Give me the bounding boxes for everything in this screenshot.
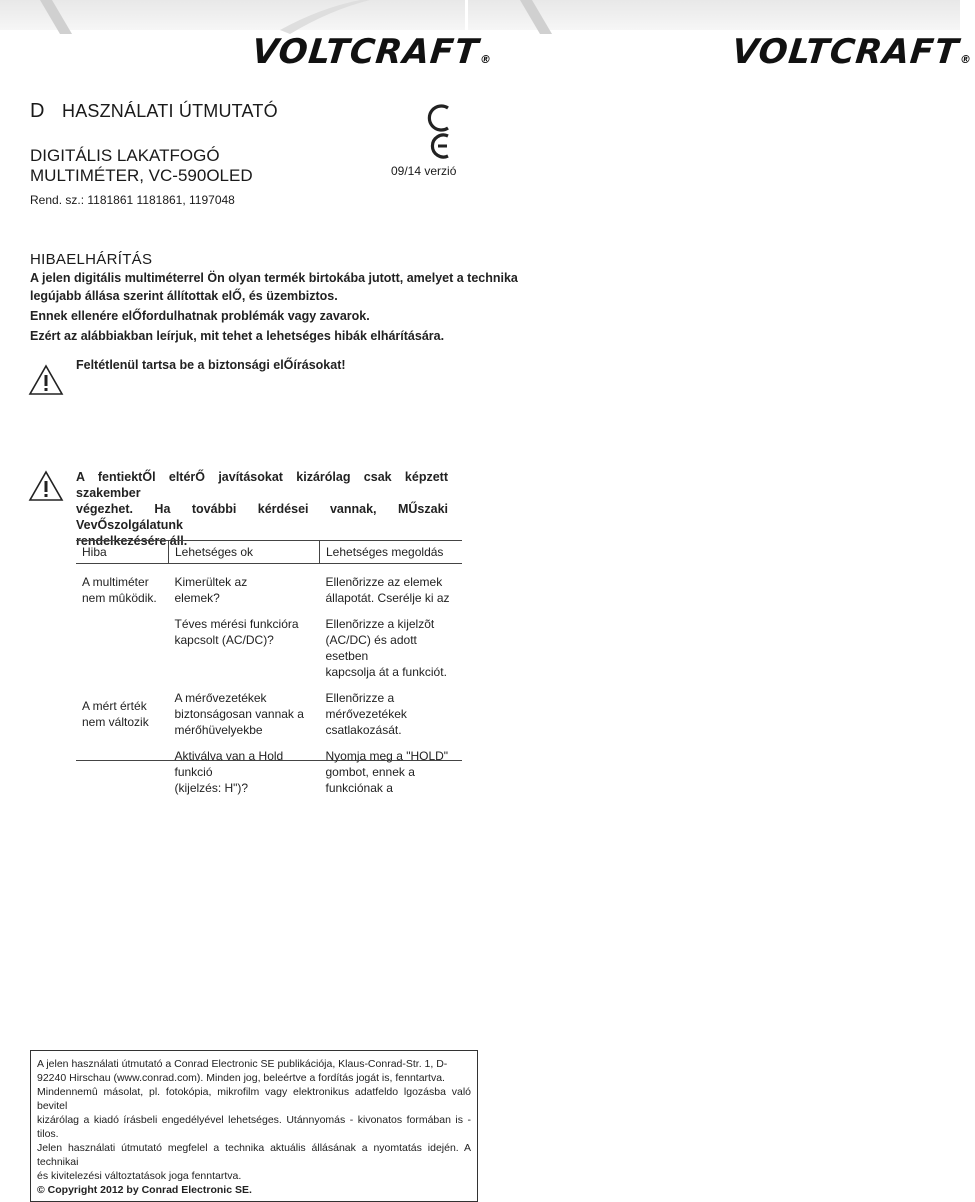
warning-triangle-icon [28,364,64,396]
column-header-fault: Hiba [76,541,169,564]
troubleshooting-table [76,540,462,800]
manual-title: HASZNÁLATI ÚTMUTATÓ [62,101,278,121]
registered-mark: ® [479,53,493,66]
order-label: Rend. sz. [30,193,81,207]
imprint-line-1: A jelen használati útmutató a Conrad Electronic SE publikációja, Klaus-Conrad-Str. 1, D- [37,1058,448,1070]
language-code: D [30,100,45,122]
solution-cell: Ellenõrizze a kijelzõt (AC/DC) és adott esetben kapcsolja át a funkciót. [325,617,447,679]
column-header-cause: Lehetséges ok [169,541,320,564]
brand-logo-text: VOLTCRAFT [249,32,481,72]
column-header-solution: Lehetséges megoldás [320,541,463,564]
brand-logo-right [730,32,975,72]
repair-warning-line2: végezhet. Ha további kérdései vannak, MŰszaki VevŐszolgálatunk [76,502,448,532]
repair-warning-line1: A fentiektŐl eltérŐ javításokat kizárólag csak képzett szakember [76,470,448,500]
solution-cell: Ellenõrizze a mérővezetékek csatlakozását. [325,691,407,737]
table-bottom-rule [76,760,462,761]
imprint-line-5: Jelen használati útmutató megfelel a technika aktuális állásának a nyomtatás idején. A technikai [37,1142,471,1168]
order-numbers [30,193,235,207]
cause-cell: Téves mérési funkcióra kapcsolt (AC/DC)? [174,617,299,647]
intro-line-2: legújabb állása szerint állítottak elŐ, és üzembiztos. [30,289,338,303]
product-name-line1: DIGITÁLIS LAKATFOGÓ [30,146,220,165]
copyright-notice: © Copyright 2012 by Conrad Electronic SE. [37,1184,252,1196]
repair-warning [76,469,448,549]
intro-line-1: A jelen digitális multiméterrel Ön olyan termék birtokába jutott, amelyet a technika [30,271,518,285]
order-values: : 1181861 1181861, 1197048 [80,193,235,207]
table-row [76,742,462,800]
cause-cell: A mérővezetékek biztonságosan vannak a mérőhüvelyekbe [174,691,304,737]
section-title: HIBAELHÁRÍTÁS [30,251,153,268]
fault-cell: A mért érték nem változik [82,699,149,729]
fault-cell: A multiméter nem mûködik. [82,575,157,605]
fault-cell [76,742,169,800]
intro-line-4: Ezért az alábbiakban leírjuk, mit tehet a lehetséges hibák elhárítására. [30,329,445,343]
registered-mark: ® [959,53,973,66]
imprint-box [30,1050,478,1202]
cause-cell: Kimerültek az elemek? [174,575,248,605]
safety-warning-text: Feltétlenül tartsa be a biztonsági elŐírásokat! [76,358,346,372]
solution-cell: Nyomja meg a "HOLD" gombot, ennek a funkciónak a [325,749,449,795]
table-row [76,564,462,611]
warning-triangle-icon [28,470,64,502]
cause-cell: Aktiválva van a Hold funkció (kijelzés: H")? [174,749,284,795]
banner-decoration [0,0,960,36]
fault-cell [76,610,169,684]
imprint-line-4: kizárólag a kiadó írásbeli engedélyével lehetséges. Utánnyomás - kivonatos formában is - tilos. [37,1114,471,1140]
table-row [76,684,462,742]
ce-mark-icon [430,104,452,158]
table-row [76,610,462,684]
product-name-line2: MULTIMÉTER, VC-590OLED [30,166,253,185]
brand-logo-left [250,32,495,72]
imprint-line-3: Mindennemû másolat, pl. fotokópia, mikrofilm vagy elektronikus adatfeldo lgozásba való bevitel [37,1086,471,1112]
repair-warning-line3: rendelkezésére áll. [76,534,188,548]
intro-line-3: Ennek ellenére elŐfordulhatnak problémák vagy zavarok. [30,309,370,323]
solution-cell: Ellenõrizze az elemek állapotát. Cserélje ki az [325,575,450,605]
imprint-line-6: és kivitelezési változtatások joga fenntartva. [37,1170,242,1182]
version-label: 09/14 verzió [391,164,457,178]
table-header-row [76,541,462,564]
imprint-line-2: 92240 Hirschau (www.conrad.com). Minden jog, beleértve a fordítás jogát is, fenntartva. [37,1072,445,1084]
brand-logo-text: VOLTCRAFT [729,32,961,72]
